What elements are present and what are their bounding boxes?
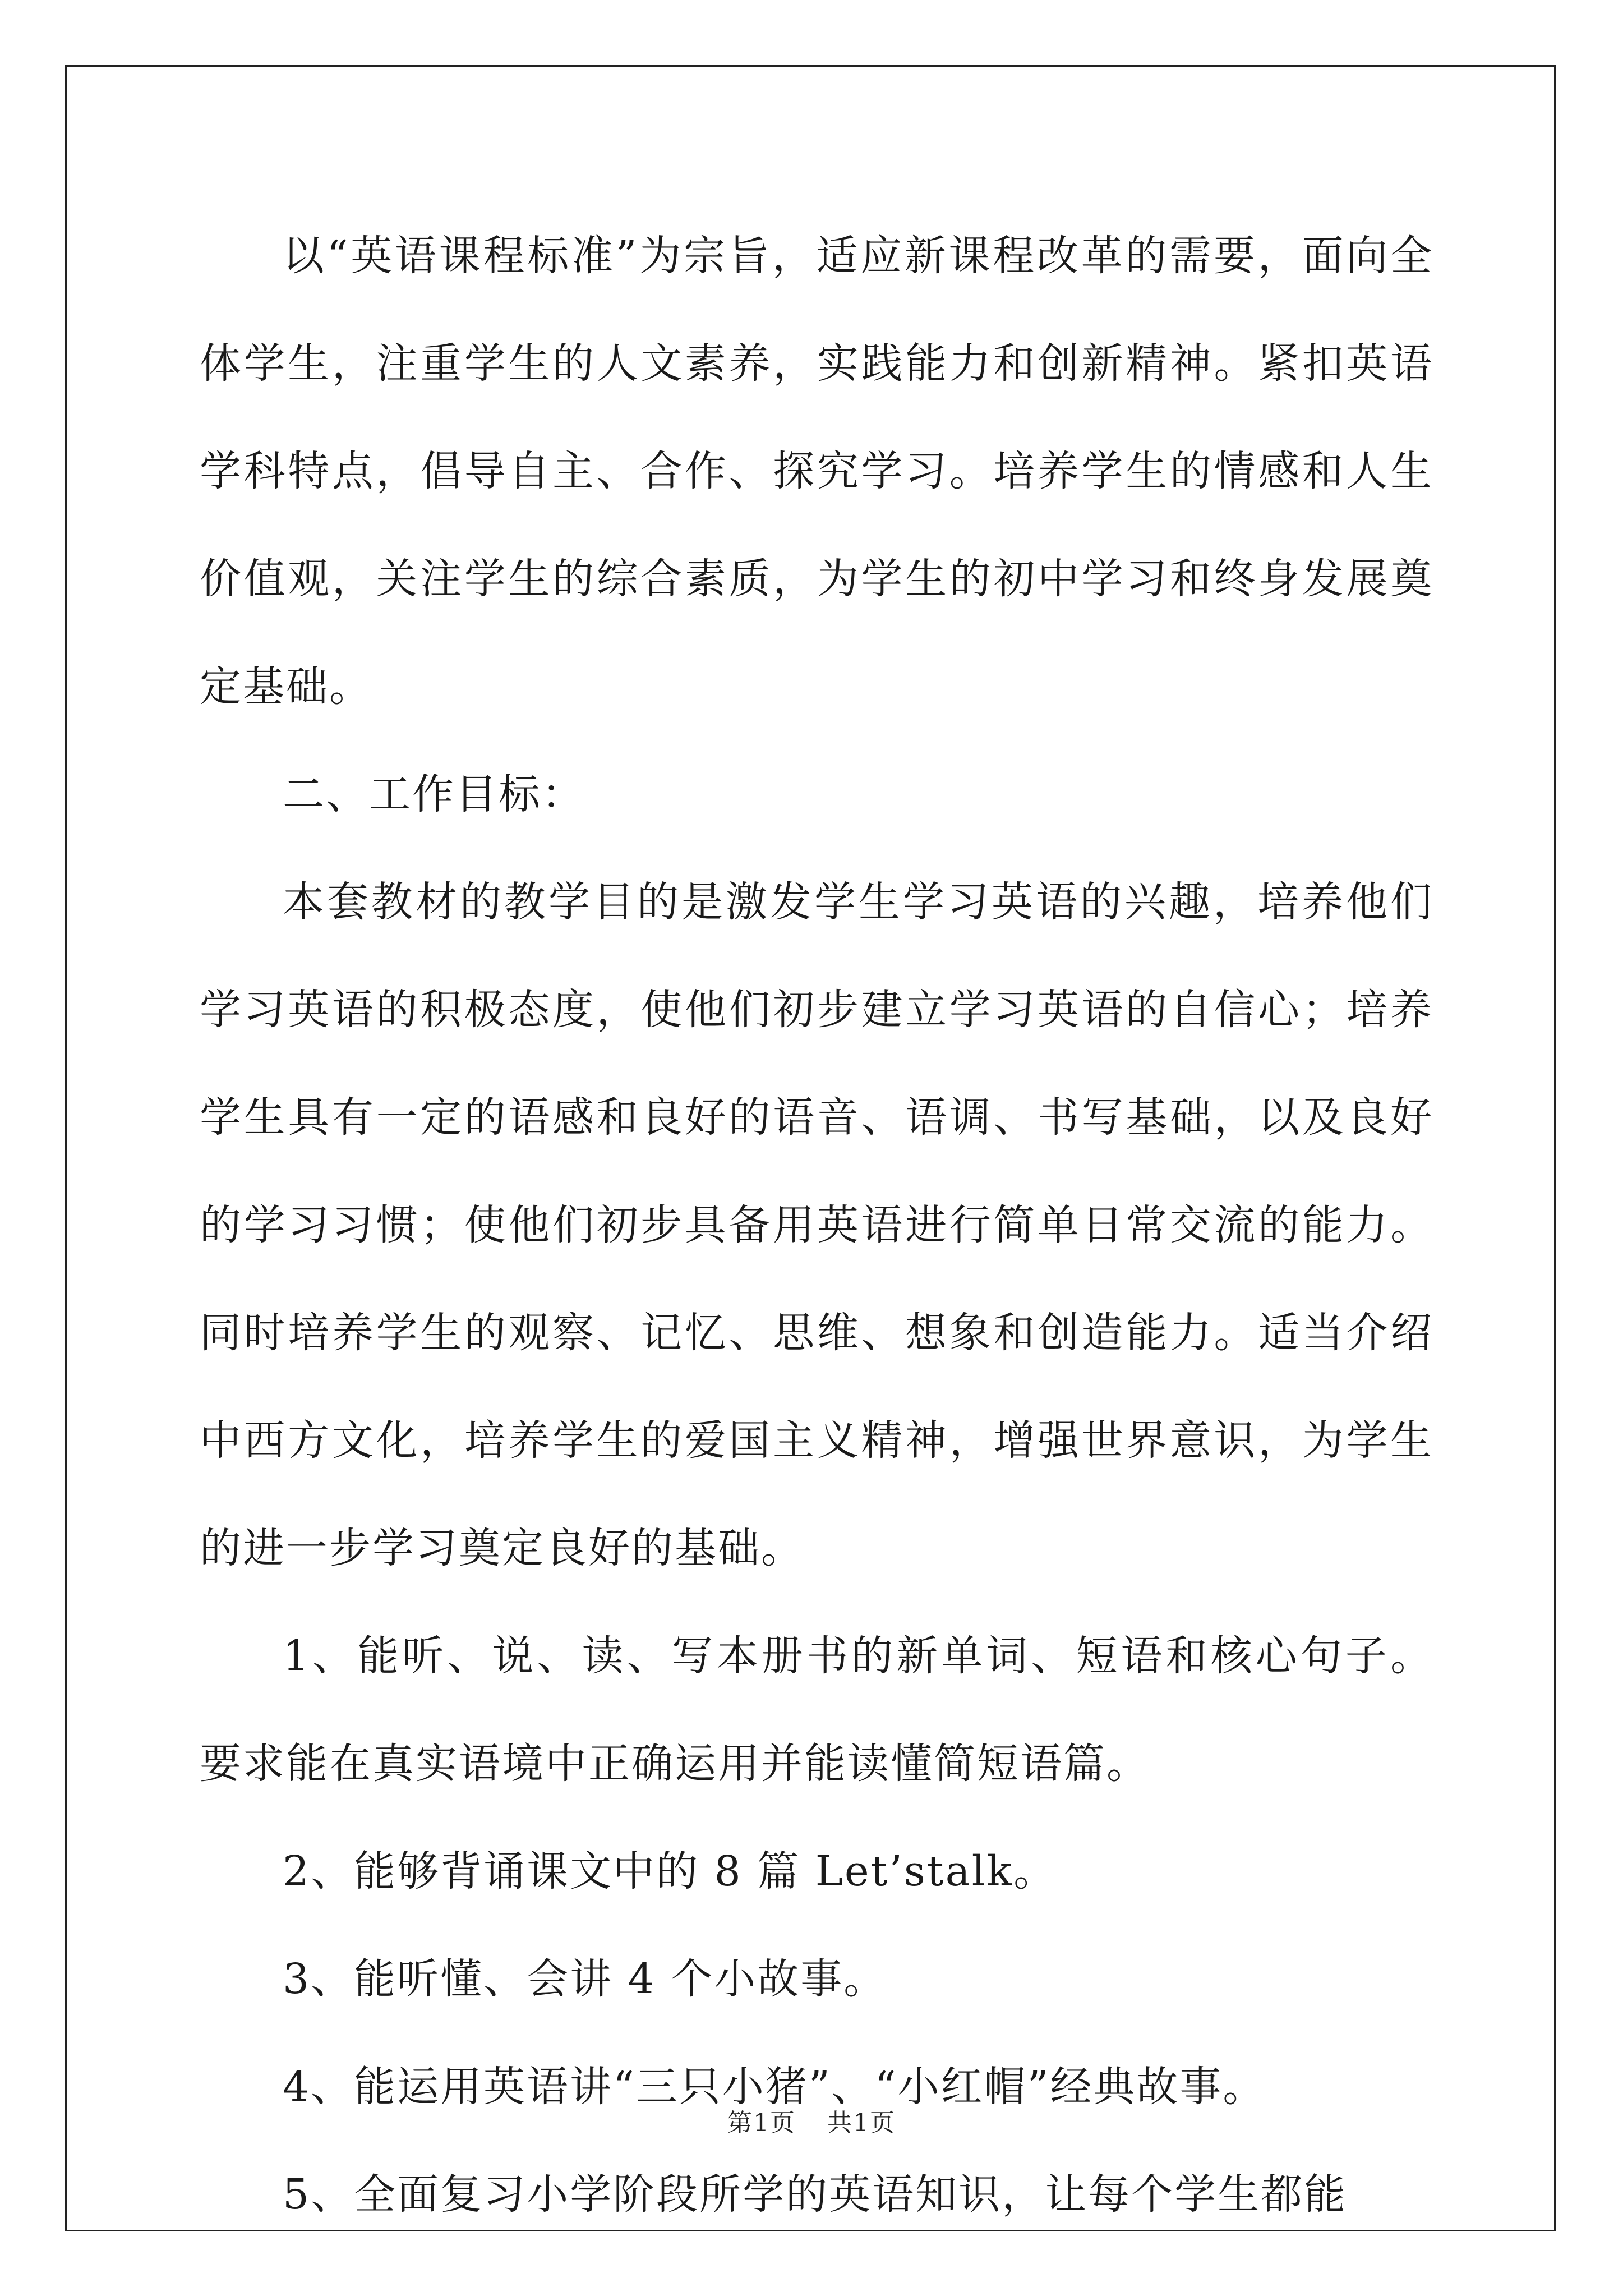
paragraph-purpose: 以“英语课程标准”为宗旨，适应新课程改革的需要，面向全体学生，注重学生的人文素养，实践能力和创新精神。紧扣英语学科特点，倡导自主、合作、探究学习。培养学生的情感和人生价值观，关注学生的综合素质，为学生的初中学习和终身发展奠定基础。 bbox=[200, 232, 1433, 711]
heading-work-goals: 二、工作目标： bbox=[283, 770, 585, 818]
goal-item-4: 4、能运用英语讲“三只小猪”、“小红帽”经典故事。 bbox=[283, 2063, 1266, 2111]
document-body bbox=[200, 202, 1433, 2248]
goal-item-3: 3、能听懂、会讲 4 个小故事。 bbox=[283, 1955, 887, 2003]
goal-item-5: 5、全面复习小学阶段所学的英语知识，让每个学生都能 bbox=[283, 2170, 1348, 2219]
goal-item-1: 1、能听、说、读、写本册书的新单词、短语和核心句子。要求能在真实语境中正确运用并能读懂简短语篇。 bbox=[200, 1632, 1433, 1788]
page-footer bbox=[0, 2102, 1623, 2138]
page-number: 第1页 bbox=[727, 2109, 796, 2137]
goal-item-2: 2、能够背诵课文中的 8 篇 Let’stalk。 bbox=[283, 1847, 1057, 1895]
page-total: 共1页 bbox=[827, 2109, 896, 2137]
paragraph-teaching-aims: 本套教材的教学目的是激发学生学习英语的兴趣，培养他们学习英语的积极态度，使他们初步建立学习英语的自信心；培养学生具有一定的语感和良好的语音、语调、书写基础，以及良好的学习习惯；使他们初步具备用英语进行简单日常交流的能力。同时培养学生的观察、记忆、思维、想象和创造能力。适当介绍中西方文化，培养学生的爱国主义精神，增强世界意识，为学生的进一步学习奠定良好的基础。 bbox=[200, 878, 1433, 1572]
